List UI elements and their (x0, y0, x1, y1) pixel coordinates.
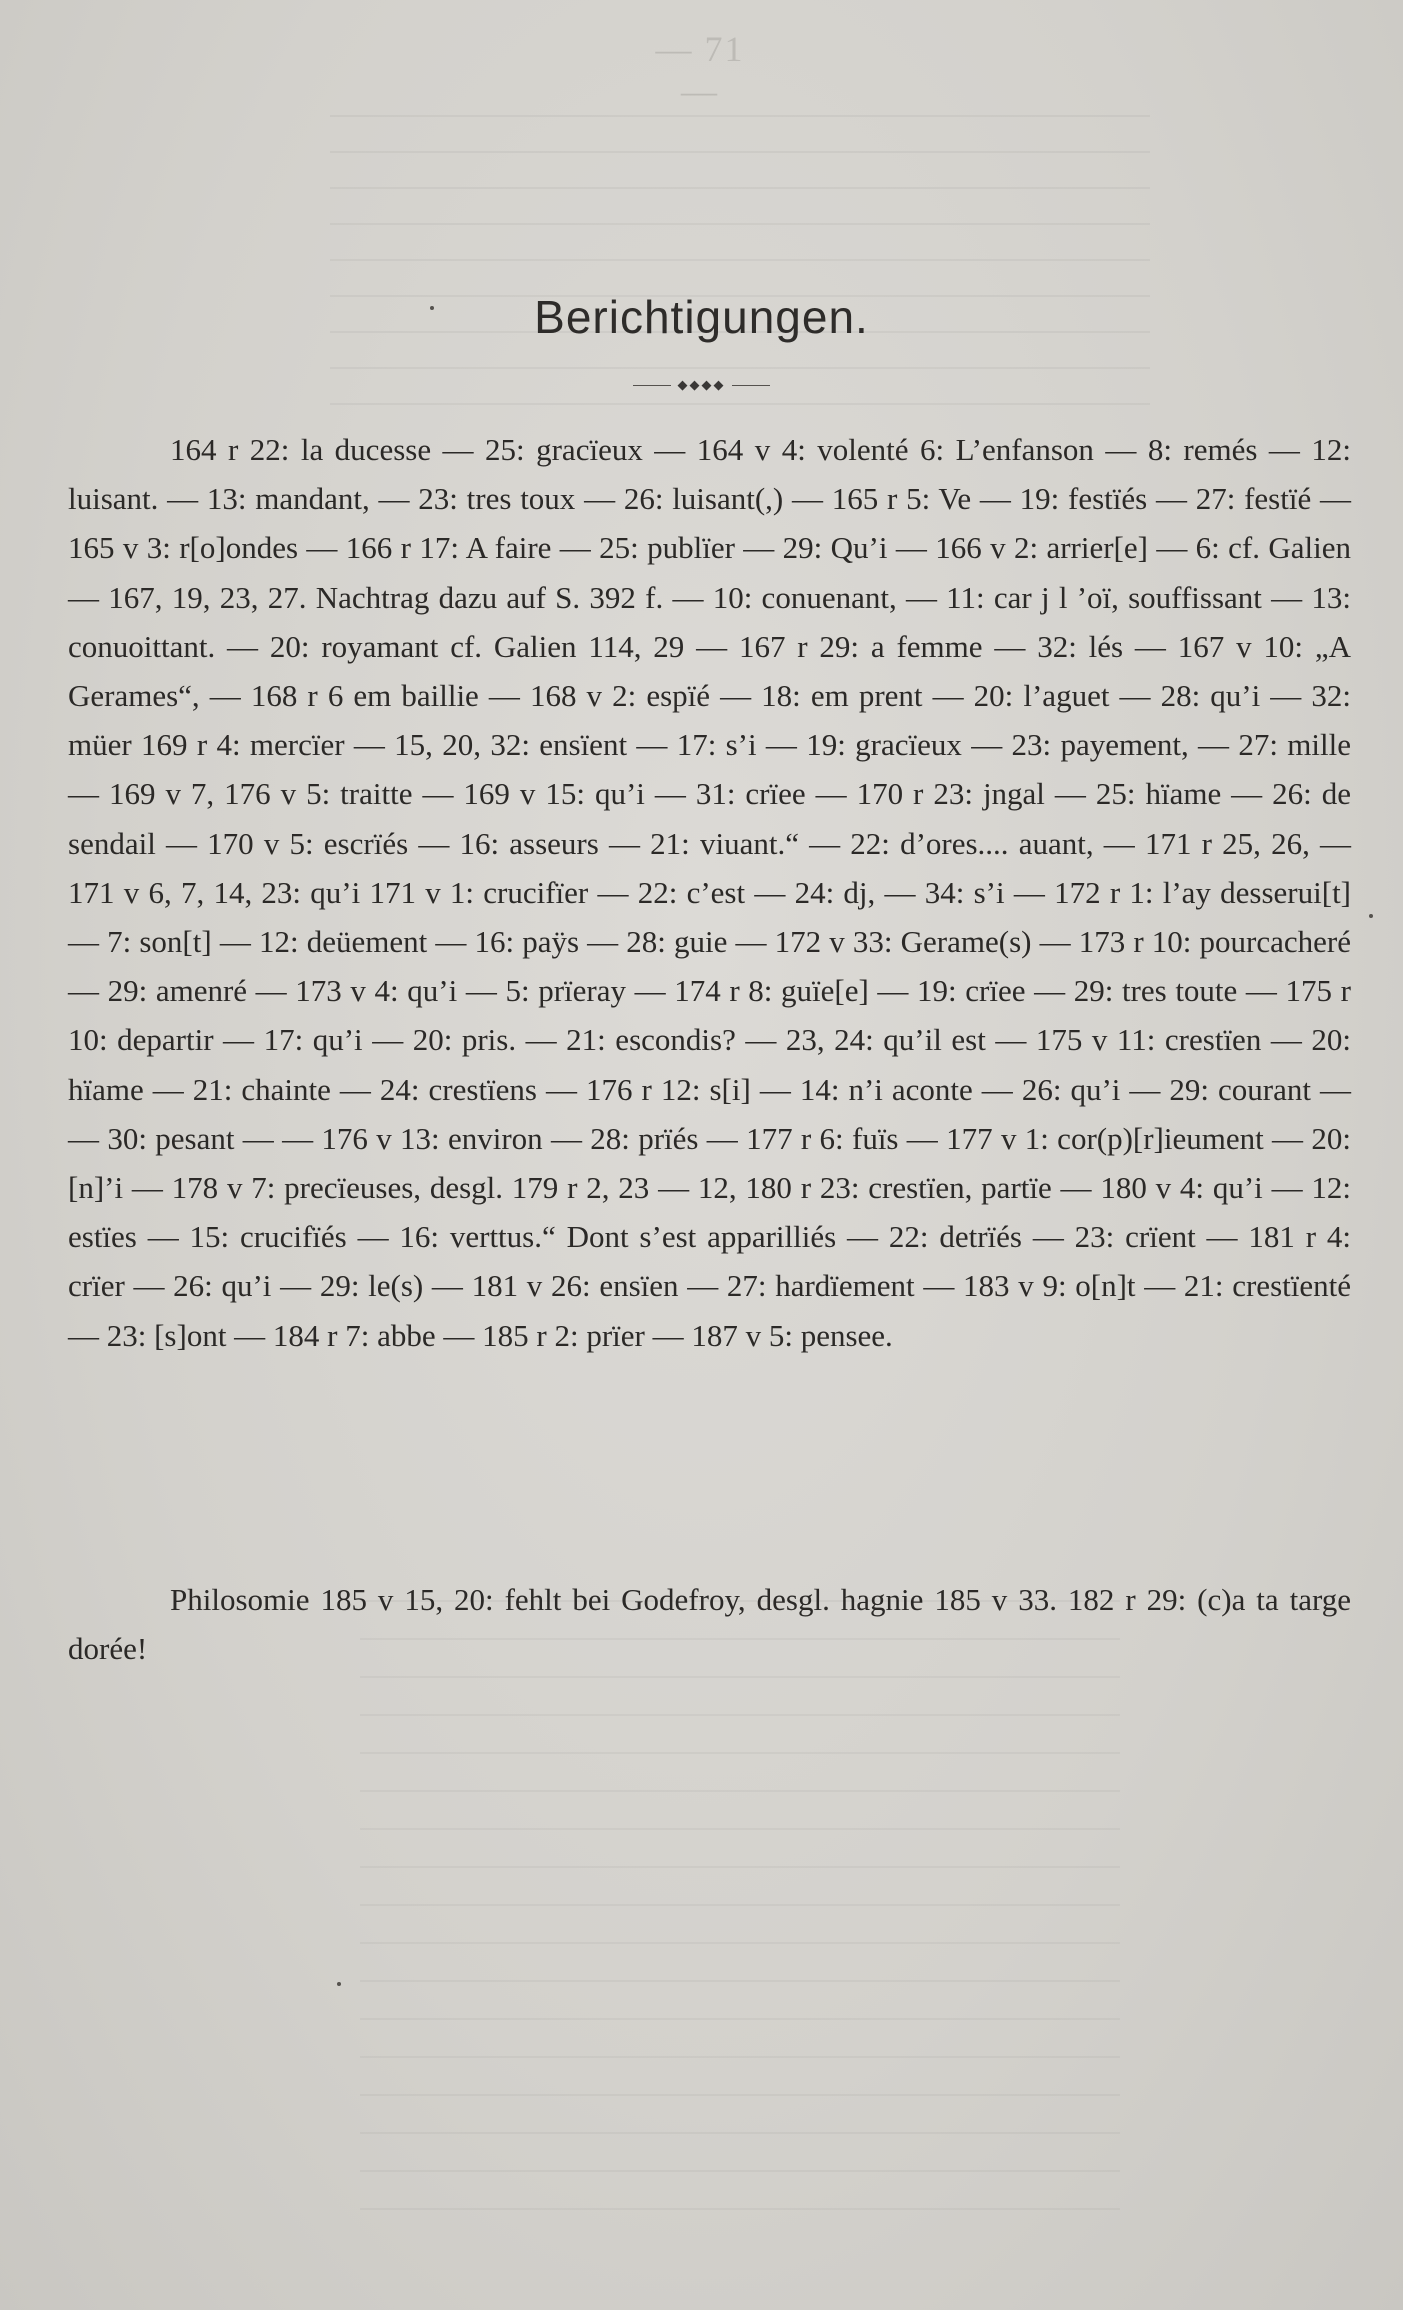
ornament-diamonds: ◆◆◆◆ (677, 378, 726, 393)
corrections-paragraph: 164 r 22: la ducesse — 25: gracïeux — 164 v 4: volenté 6: L’enfanson — 8: remés — 12: luisant. — 13: mandant, — 23: tres toux — 26: luisant(,) — 165 r 5: Ve — 19: festïés — 27: festïé — 165 v 3: r[o]ondes — 166 r 17: A faire — 25: publïer — 29: Qu’i — 166 v 2: arrier[e] — 6: cf. Galien — 167, 19, 23, 27. Nachtrag dazu auf S. 392 f. — 10: conuenant, — 11: car j l ’oï, souffissant — 13: conuoittant. — 20: royamant cf. Galien 114, 29 — 167 r 29: a femme — 32: lés — 167 v 10: „A Gerames“, — 168 r 6 em baillie — 168 v 2: espïé — 18: em prent — 20: l’aguet — 28: qu’i — 32: müer 169 r 4: mercïer — 15, 20, 32: ensïent — 17: s’i — 19: gracïeux — 23: payement, — 27: mille — 169 v 7, 176 v 5: traitte — 169 v 15: qu’i — 31: crïee — 170 r 23: jngal — 25: hïame — 26: de sendail — 170 v 5: escrïés — 16: asseurs — 21: viuant.“ — 22: d’ores.... auant, — 171 r 25, 26, — 171 v 6, 7, 14, 23: qu’i 171 v 1: crucifïer — 22: c’est — 24: dj, — 34: s’i — 172 r 1: l’ay desserui[t] — 7: son[t] — 12: deüement — 16: paÿs — 28: guie — 172 v 33: Gerame(s) — 173 r 10: pourcacheré — 29: amenré — 173 v 4: qu’i — 5: prïeray — 174 r 8: guïe[e] — 19: crïee — 29: tres toute — 175 r 10: departir — 17: qu’i — 20: pris. — 21: escondis? — 23, 24: qu’il est — 175 v 11: crestïen — 20: hïame — 21: chainte — 24: crestïens — 176 r 12: s[i] — 14: n’i aconte — 26: qu’i — 29: courant — — 30: pesant — — 176 v 13: environ — 28: prïés — 177 r 6: fuïs — 177 v 1: cor(p)[r]ieument — 20: [n]’i — 178 v 7: precïeuses, desgl. 179 r 2, 23 — 12, 180 r 23: crestïen, partïe — 180 v 4: qu’i — 12: estïes — 15: crucifïés — 16: verttus.“ Dont s’est apparilliés — 22: detrïés — 23: crïent — 181 r 4: crïer — 26: qu’i — 29: le(s) — 181 v 26: ensïen — 27: hardïement — 183 v 9: o[n]t — 21: crestïenté — 23: [s]ont — 184 r 7: abbe — 185 r 2: prïer — 187 v 5: pensee. (68, 432, 1351, 1353)
ornament-rule-right (732, 385, 770, 386)
ornament-rule-left (633, 385, 671, 386)
show-through-text-top (330, 115, 1150, 415)
page-number: — 71 — (655, 29, 745, 111)
page-title: Berichtigungen. (534, 291, 869, 343)
title-ornament (0, 378, 1403, 393)
show-through-text-bottom (360, 1600, 1120, 2220)
note-paragraph: Philosomie 185 v 15, 20: fehlt bei Godefroy, desgl. hagnie 185 v 33. 182 r 29: (c)a ta targe dorée! (68, 1582, 1351, 1667)
